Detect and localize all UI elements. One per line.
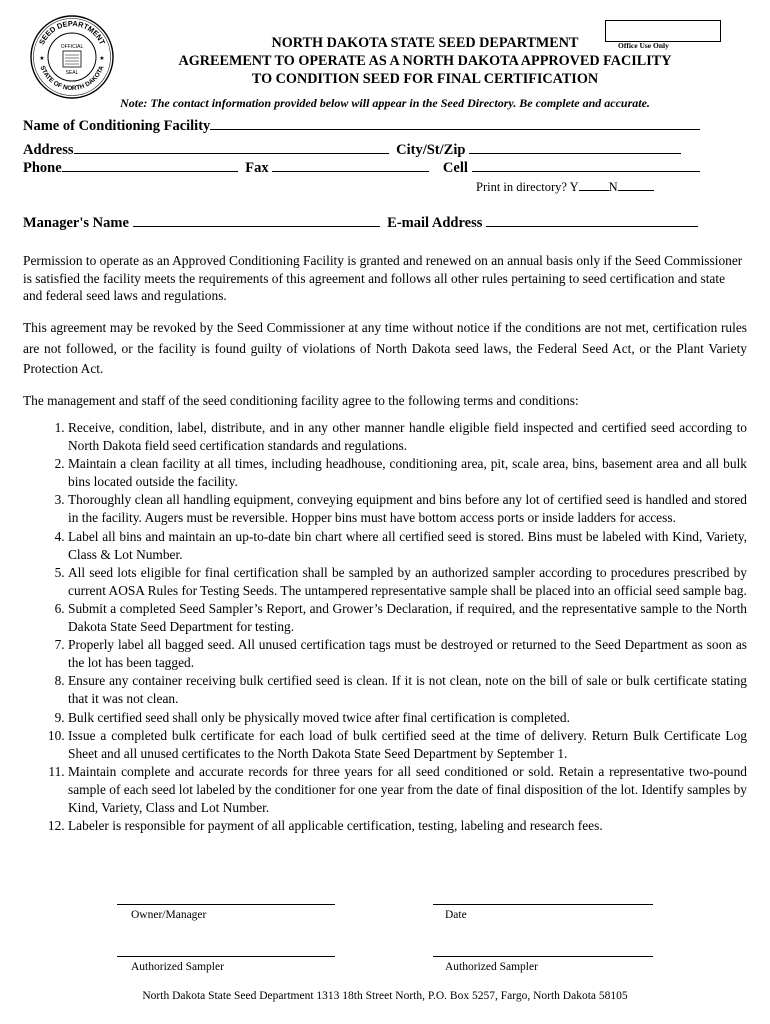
title-department: NORTH DAKOTA STATE SEED DEPARTMENT <box>271 35 579 51</box>
directory-note: Note: The contact information provided below will appear in the Seed Directory. Be complete and accurate. <box>120 96 650 110</box>
print-yes-label: Y <box>569 180 579 194</box>
svg-text:STATE OF NORTH DAKOTA: STATE OF NORTH DAKOTA <box>38 64 106 93</box>
term-item: 6. Submit a completed Seed Sampler’s Report, and Grower’s Declaration, if required, and the representative sample to the North Dakota State Seed Department for testing. <box>68 600 747 636</box>
address-field[interactable] <box>74 141 389 154</box>
state-seed-department-seal <box>30 15 114 99</box>
term-item: 5. All seed lots eligible for final certification shall be sampled by an authorized sampler according to procedures prescribed by current AOSA Rules for Testing Seeds. The untampered representative sample shall be placed into an official seed sample bag. <box>68 564 747 600</box>
email-label: E-mail Address <box>387 215 483 231</box>
facility-name-field[interactable] <box>210 117 700 130</box>
title-condition: TO CONDITION SEED FOR FINAL CERTIFICATION <box>251 71 599 87</box>
print-no-label: N <box>608 180 618 194</box>
manager-name-label: Manager's Name <box>23 215 129 231</box>
terms-intro: The management and staff of the seed conditioning facility agree to the following terms and conditions: <box>23 393 579 408</box>
date-label: Date <box>445 909 467 921</box>
svg-text:OFFICIAL: OFFICIAL <box>60 44 84 50</box>
print-directory-label: Print in directory? <box>476 180 567 194</box>
svg-text:SEAL: SEAL <box>65 70 79 76</box>
sampler-signature-line-2[interactable] <box>433 956 653 957</box>
cell-field[interactable] <box>472 159 700 172</box>
term-item: 11. Maintain complete and accurate records for three years for all seed conditioned or sold. Retain a representative two-pound sample of each seed lot labeled by the conditioner for one year from the date of final disposition of the lot. Identify samples by Kind, Variety, Class and Lot Number. <box>68 763 747 817</box>
term-item: 10. Issue a completed bulk certificate for each load of bulk certified seed at the time of delivery. Return Bulk Certificate Log Sheet and all unused certificates to the North Dakota State Seed Department by September 1. <box>68 727 747 763</box>
permission-paragraph: Permission to operate as an Approved Conditioning Facility is granted and renewed on an annual basis only if the Seed Commissioner is satisfied the facility meets the requirements of this agreement and follows all other rules pertaining to seed certification and state and federal seed laws and regulations. <box>23 253 743 304</box>
footer-address: North Dakota State Seed Department 1313 18th Street North, P.O. Box 5257, Fargo, North Dakota 58105 <box>142 990 628 1002</box>
revocation-paragraph: This agreement may be revoked by the Seed Commissioner at any time without notice if the conditions are not met, certification rules are not followed, or the facility is found guilty of violations of North Dakota seed laws, the Federal Seed Act, or the Plant Variety Protection Act. <box>23 320 747 376</box>
owner-manager-label: Owner/Manager <box>131 909 207 921</box>
owner-signature-line[interactable] <box>117 904 335 905</box>
phone-field[interactable] <box>62 159 238 172</box>
manager-name-field[interactable] <box>133 214 380 227</box>
term-item: 8. Ensure any container receiving bulk certified seed is clean. If it is not clean, note on the bill of sale or bulk certificate stating that it was not clean. <box>68 672 747 708</box>
fax-field[interactable] <box>272 159 429 172</box>
address-label: Address <box>23 142 74 158</box>
phone-label: Phone <box>23 160 62 176</box>
sampler-signature-line-1[interactable] <box>117 956 335 957</box>
title-agreement: AGREEMENT TO OPERATE AS A NORTH DAKOTA APPROVED FACILITY <box>178 53 672 69</box>
term-item: 3. Thoroughly clean all handling equipment, conveying equipment and bins before any lot of certified seed is handled and stored in the facility. Augers must be reversible. Hopper bins must have bottom access ports or inside ladders for access. <box>68 491 747 527</box>
term-item: 4. Label all bins and maintain an up-to-date bin chart where all certified seed is stored. Bins must be labeled with Kind, Variety, Class & Lot Number. <box>68 528 747 564</box>
term-item: 2. Maintain a clean facility at all times, including headhouse, conditioning area, pit, scale area, bins, basement area and all bulk bins located outside the facility. <box>68 455 747 491</box>
term-item: 12. Labeler is responsible for payment of all applicable certification, testing, labeling and research fees. <box>68 817 747 835</box>
office-use-label: Office Use Only <box>618 41 669 50</box>
print-yes-field[interactable] <box>579 180 609 191</box>
email-field[interactable] <box>486 214 698 227</box>
term-item: 1. Receive, condition, label, distribute, and in any other manner handle eligible field inspected and certified seed according to North Dakota field seed certification standards and regulations. <box>68 419 747 455</box>
svg-text:★: ★ <box>39 56 45 62</box>
term-item: 7. Properly label all bagged seed. All unused certification tags must be destroyed or returned to the Seed Department as soon as the lot has been tagged. <box>68 636 747 672</box>
svg-text:★: ★ <box>99 56 105 62</box>
date-line[interactable] <box>433 904 653 905</box>
authorized-sampler-label-1: Authorized Sampler <box>131 961 224 973</box>
phone-row <box>23 159 700 177</box>
svg-text:SEED DEPARTMENT: SEED DEPARTMENT <box>36 18 108 47</box>
facility-name-row <box>23 117 700 135</box>
manager-row <box>23 214 698 232</box>
fax-label: Fax <box>245 160 269 176</box>
facility-name-label: Name of Conditioning Facility <box>23 118 211 134</box>
term-item: 9. Bulk certified seed shall only be physically moved twice after final certification is completed. <box>68 709 747 727</box>
city-field[interactable] <box>469 141 681 154</box>
print-no-field[interactable] <box>618 180 654 191</box>
cell-label: Cell <box>442 160 468 176</box>
print-in-directory <box>476 180 654 195</box>
terms-list <box>23 419 747 835</box>
address-row <box>23 141 681 159</box>
authorized-sampler-label-2: Authorized Sampler <box>445 961 538 973</box>
city-label: City/St/Zip <box>396 142 466 158</box>
